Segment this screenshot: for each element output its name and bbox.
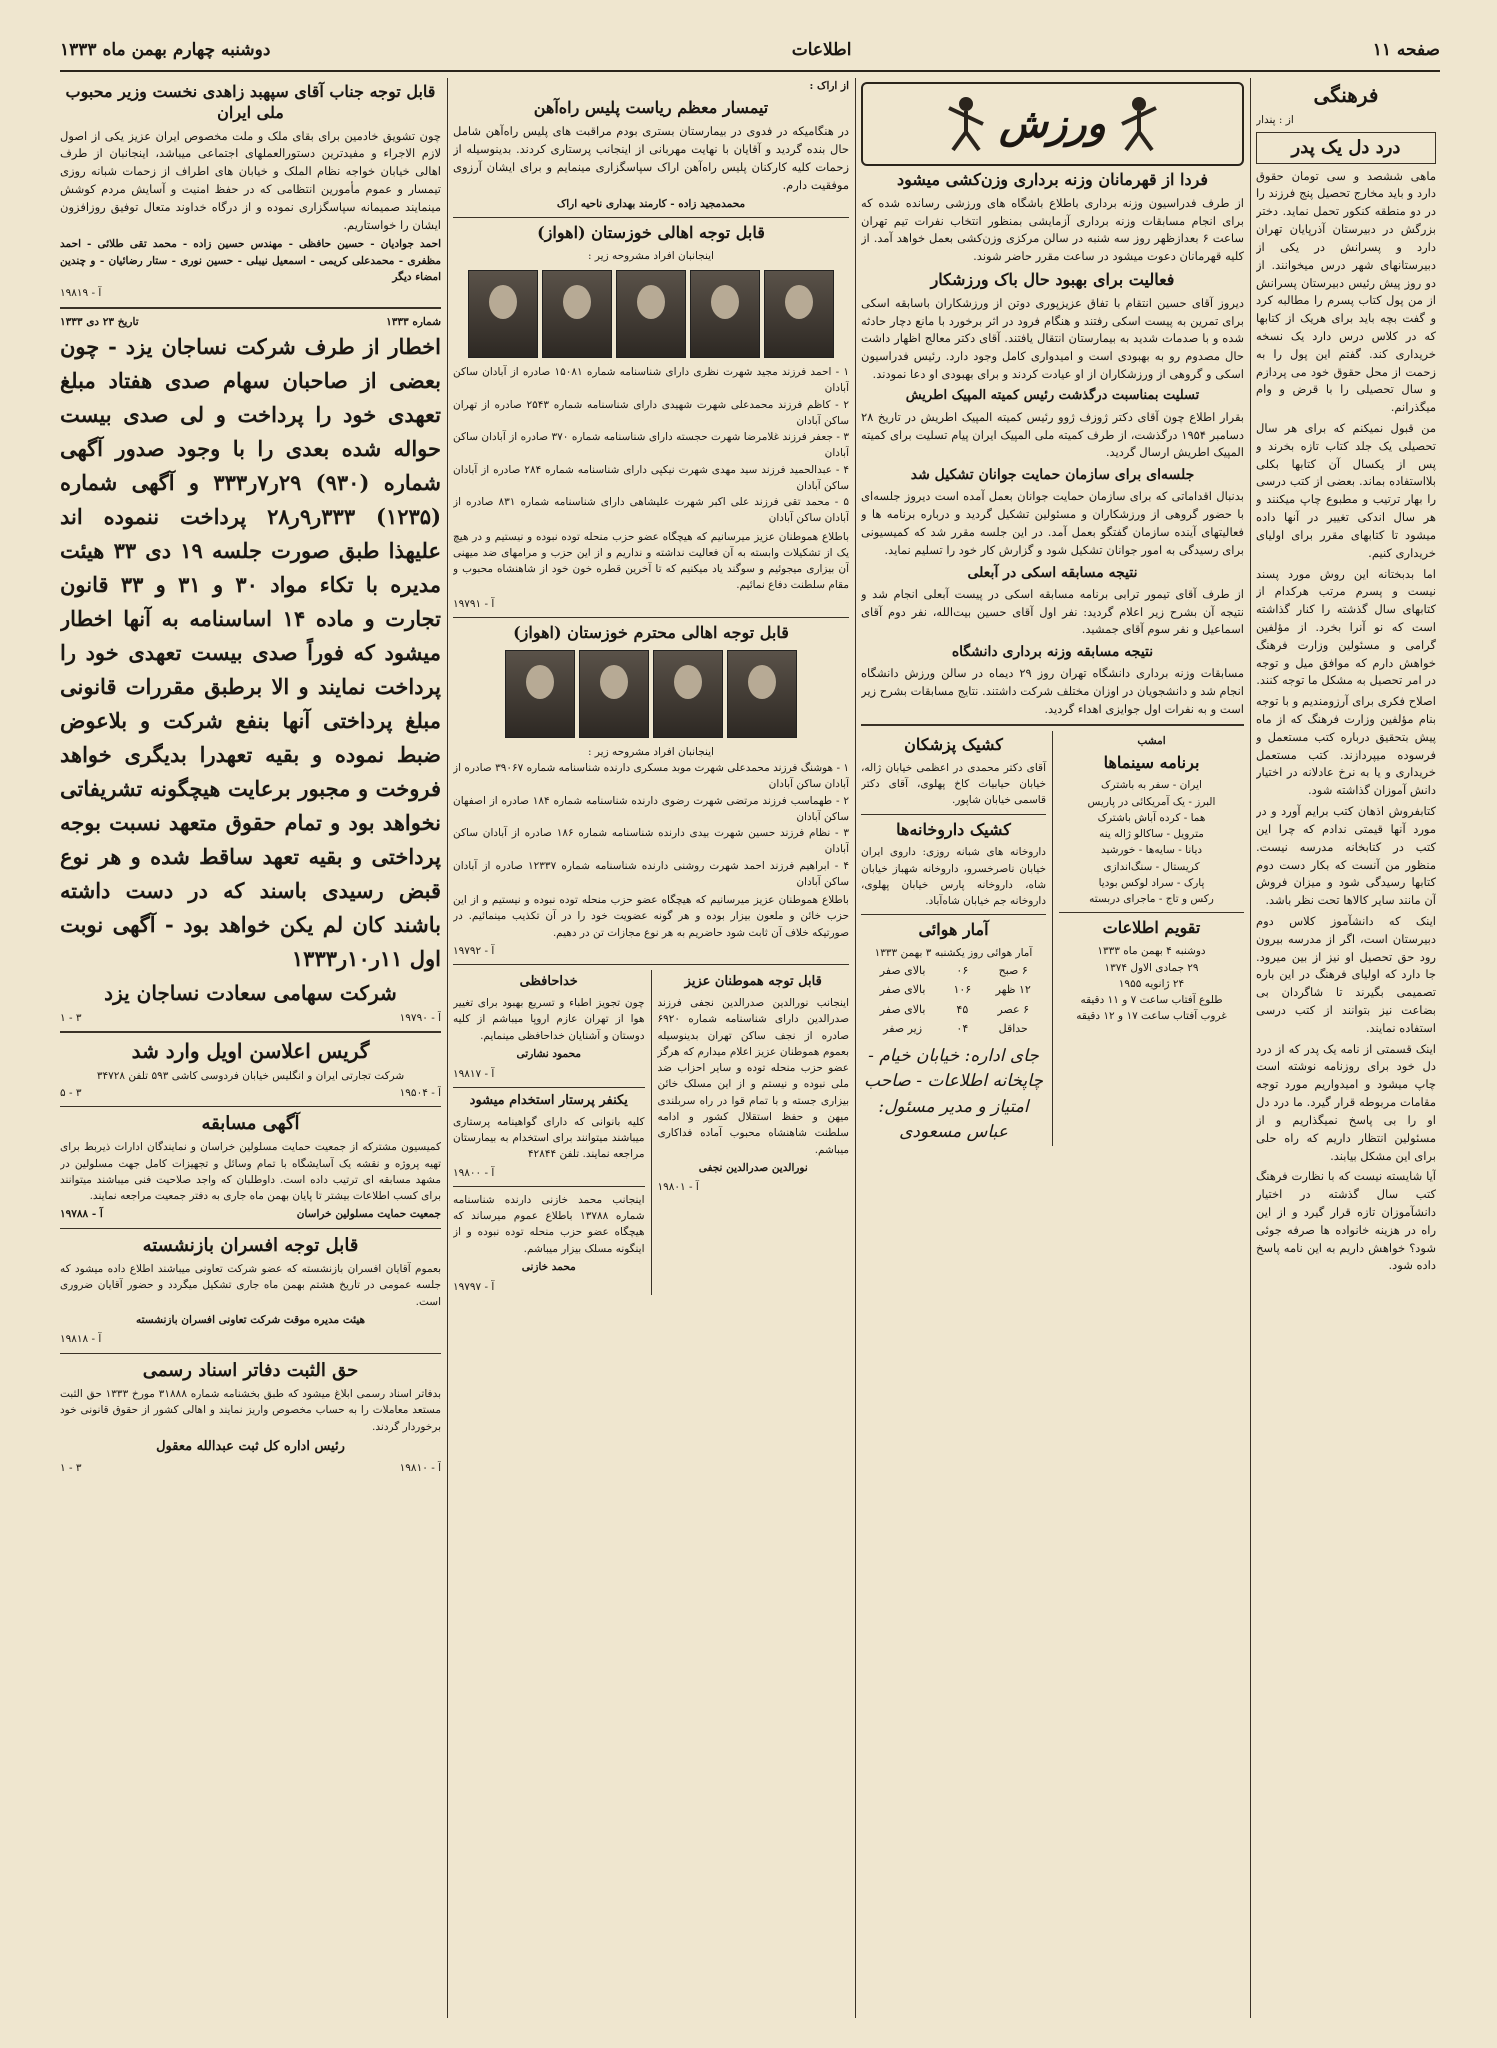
list-item: ۳ - جعفر فرزند غلامرضا شهرت حجسته دارای شناسنامه شماره ۳۷۰ صادره از آبادان ساکن آبادان [453,431,849,460]
list-item: ۴ - عبدالحمید فرزند سید مهدی شهرت نیکپی دارای شناسنامه شماره ۲۸۴ صادره از آبادان ساکن آبادان [453,463,849,492]
divider [453,617,849,618]
list-item: ۴ - ابراهیم فرزند احمد شهرت روشنی دارنده شناسنامه شماره ۱۲۳۳۷ صادره از آبادان ساکن آبادان [453,859,849,888]
sports-logo-text: ورزش [999,100,1106,147]
notice-body: بعموم آقایان افسران بازنشسته که عضو شرکت تعاونی میباشند اطلاع داده میشود که جلسه عمومی در تاریخ هشتم بهمن ماه جاری تشکیل میگردد و حضور آقایان ضروری است. [60,1263,441,1308]
table-cell: ۴۵ [956,1002,969,1016]
cinema-item: مترویل - ساکالو ژاله ینه [1099,828,1204,841]
paragraph: ماهی ششصد و سی تومان حقوق دارد و باید مخارج تحصیل پنج فرزند را در دو منطقه کنکور تحمل نماید. دختر بزرگش در دبیرستان آذرپایان تهران دارد و پسرانش در یکی از دبیرستانهای شهر درس میخوانند. از دو روز پیش رئیس دبیرستان پسرانش از من پول کتاب پسرم را مطالبه کرد و گفت بچه باید برای هریک از کتابها که در کلاس درس دارد یک نسخه خریداری کند. گفتم این پول را به زحمت از محل حقوق خود می پردازم و سال تحصیلی را با قرض و وام میگذرانم. [1256,168,1436,415]
calendar-line: غروب آفتاب ساعت ۱۷ و ۱۲ دقیقه [1076,1010,1227,1023]
portrait-photo [505,650,575,738]
notice-body: اینجانب محمد خازنی دارنده شناسنامه شماره ۱۳۷۸۸ باطلاع عموم میرساند که هیچگاه عضو حزب منحله توده نبوده و از اینگونه مسلک بیزار میباشم. [453,1193,645,1255]
sports-logo [861,82,1244,166]
portrait-photo [764,270,834,358]
publisher-signature: جای اداره: خیابان خیام - چاپخانه اطلاعات - صاحب امتیاز و مدیر مسئول: عباس مسعودی [864,1045,1043,1143]
photo-row [453,650,849,738]
ad-codes [60,1460,441,1476]
ad-code: آ - ۱۹۸۱۸ [60,1333,102,1346]
paragraph: اصلاح فکری برای آرزومندیم و با توجه بنام مؤلفین وزارت فرهنگ که از ماه پیش بتحقیق درباره کتب مستعمل و فرسوده میپردازند. کتب مستعمل خریداری و یا به نرخ عادلانه در اختیار دانش آموزان گذاشته شود. [1256,694,1436,798]
calendar-line: ۲۹ جمادی الاول ۱۳۷۴ [1104,961,1199,974]
divider [1059,912,1244,913]
paragraph: از طرف آقای تیمور ترابی برنامه مسابقه اسکی در پیست آبعلی انجام شد و نتیجه آن بشرح زیر اعلام گردید: نفر اول آقای حسین بیت‌الله، نفر دوم آقای اسماعیل و نفر سوم آقای جمشید. [861,586,1244,637]
table-cell: ۱۰۶ [953,983,972,997]
table-row [861,1000,1046,1019]
notice-title: قابل توجه افسران بازنشسته [142,1234,359,1256]
small-notices [453,970,849,1295]
portrait-photo [616,270,686,358]
masthead [60,30,1440,72]
headline: نتیجه مسابقه وزنه برداری دانشگاه [951,644,1154,661]
paragraph: مسابقات وزنه برداری دانشگاه تهران روز ۲۹ دیماه در سالن ورزش دانشگاه انجام شد و دانشجویان در اوزان مختلف شرکت داشتند. نتایج مسابقات بشرح زیر است و به نفرات اول جوایزی اهداء گردید. [861,666,1244,717]
notice-meta [60,314,441,330]
cinema-item: پارک - سراد لوکس بودیا [1098,876,1205,889]
table-cell: ۶ صبح [998,964,1028,978]
list-item: ۲ - طهماسب فرزند مرتضی شهرت رضوی دارنده شناسنامه شماره ۱۸۴ صادره از اصفهان ساکن آبادان [453,794,849,823]
ad-code: آ - ۱۹۷۹۱ [453,597,495,610]
paragraph: اینک قسمتی از نامه یک پدر که از درد دل خود برای روزنامه نوشته است چاپ میشود و امیدواریم مورد توجه مقامات مربوطه قرار گیرد. ما درد دل او را بی پاسخ نمیگذاریم و از مسئولین انتظار داریم که راه حلی برای این مشکل بیابند. [1256,1041,1436,1163]
notice-body: باطلاع هموطنان عزیز میرسانیم که هیچگاه عضو حزب منحله توده نبوده و نیستیم و در هیچ یک از تشکیلات وابسته به آن فعالیت نداشته و نداریم و از این حزب و مرامهای ضد میهنی آن بیزاری میجوئیم و سوگند یاد میکنیم که تا آخرین قطره خون خود از شاهنشاه محبوب و مقام سلطنت دفاع نمائیم. [453,530,849,592]
page-number: صفحه ۱۱ [1372,40,1440,60]
headline: فعالیت برای بهبود حال باک ورزشکار [930,270,1175,290]
paragraph: بدنبال اقداماتی که برای سازمان حمایت جوانان بعمل آمده است دیروز جلسه‌ای با حضور گروهی از ورزشکاران و مسئولین تشکیل گردید و درباره برنامه ها و فعالیتهای آینده سازمان گفتگو بعمل آمد. در این جلسه مقرر شد که کمیسیونی برای رسیدگی به امور جوانان تشکیل شود و گزارش کار خود را تسلیم نماید. [861,489,1244,557]
notices-column [453,78,849,2018]
cinema-title: برنامه سینماها [1103,752,1200,772]
calendar-line: دوشنبه ۴ بهمن ماه ۱۳۳۳ [1097,945,1206,958]
column-rule [651,970,652,1295]
notice-origin: از اراک : [809,80,849,92]
ad-code: آ - ۱۹۷۹۲ [453,944,495,957]
divider [60,1031,441,1033]
divider [453,1186,645,1187]
notice-title: قابل توجه اهالی محترم خوزستان (اهواز) [513,623,789,642]
ad-code: آ - ۱۹۸۱۷ [453,1067,495,1080]
table-cell: بالای صفر [879,983,926,997]
divider [861,814,1046,815]
article-title: درد دل یک پدر [1256,132,1436,163]
table-row [861,961,1046,980]
notice-number: شماره ۱۳۳۳ [386,315,441,328]
section-title: فرهنگی [1313,83,1379,107]
notice-title: گریس اعلاسن اویل وارد شد [131,1039,370,1064]
list-item: ۱ - هوشنگ فرزند محمدعلی شهرت موبد مسکری دارنده شناسنامه شماره ۳۹۰۶۷ صادره از آبادان ساکن آبادان [453,762,849,791]
notice-right [658,970,850,1295]
athlete-icon [1114,94,1164,154]
table-cell: ۰۶ [956,964,969,978]
ad-code: ۳ - ۱ [60,1461,82,1474]
notice-title: یکنفر پرستار استخدام میشود [469,1092,628,1108]
table-cell: حداقل [998,1021,1028,1035]
cinema-item: دیانا - سایه‌ها - خورشید [1100,844,1203,857]
notice-body: بدفاتر اسناد رسمی ابلاغ میشود که طبق بخشنامه شماره ۳۱۸۸۸ مورخ ۱۳۳۳ حق الثبت مستعد معاملات را به حساب مخصوص واریز نمایند و اهالی کشور از حقوق قانونی خود برخوردار گردند. [60,1388,441,1433]
notice-signatures: احمد جوادیان - حسین حافظی - مهندس حسین زاده - محمد تقی طلائی - احمد مظفری - محمدعلی کریمی - اسمعیل نیبلی - حسین نوری - ستار رضائیان - و چندین امضاء دیگر [60,238,441,283]
ad-codes [60,1010,441,1026]
column-rule [1052,731,1053,1146]
notice-title: قابل توجه اهالی خوزستان (اهواز) [537,222,765,242]
list-item: ۲ - کاظم فرزند محمدعلی شهرت شهیدی دارای شناسنامه شماره ۲۵۴۳ صادره از تهران ساکن آبادان [453,398,849,427]
notice-body: کلیه بانوانی که دارای گواهینامه پرستاری میباشند میتوانند برای استخدام به بیمارستان مراجعه نمایند. تلفن ۴۲۸۴۴ [453,1115,645,1161]
divider [60,1353,441,1354]
notice-body: کمیسیون مشترکه از جمعیت حمایت مسلولین خراسان و نمایندگان ادارات ذیربط برای تهیه پروژه و نقشه یک آسایشگاه با تمام وسائل و تجهیزات کامل جهت مسلولین در مشهد مسابقه ای ترتیب داده است. داوطلبان که واجد صلاحیت فنی میباشند میتوانند برای کسب اطلاعات بیشتر تا پایان بهمن ماه جاری به دفتر جمعیت مراجعه نمایند. [60,1141,441,1203]
table-cell: ۶ عصر [997,1002,1030,1016]
ad-codes [60,1085,441,1101]
ad-code: آ - ۱۹۷۹۷ [453,1280,495,1293]
list-item: ۱ - احمد فرزند مجید شهرت نظری دارای شناسنامه شماره ۱۵۰۸۱ صادره از آبادان ساکن آبادان [453,366,849,395]
notice-footer [60,1206,441,1222]
paragraph: دیروز آقای حسین انتقام با تفاق عزیزپوری دوتن از ورزشکاران باسابقه اسکی برای تمرین به پیست اسکی رفتند و هنگام فرود در اثر برخورد با مانع دچار حادثه شده و با صدمات شدید به بیمارستان انتقال یافتند. آقای دکتر معالج اظهار داشت حال مصدوم رو به بهبودی است و امیدواری کامل وجود دارد. رئیس فدراسیون اسکی و گروهی از ورزشکاران از او عیادت کردند و برای بهبودی او دعا نمودند. [861,295,1244,382]
calendar-line: ۲۴ ژانویه ۱۹۵۵ [1118,977,1185,990]
cinema-listings [1059,731,1244,1146]
notice-title: حق الثبت دفاتر اسناد رسمی [142,1359,359,1381]
weather-table [861,961,1046,1037]
column-rule [855,78,856,2018]
company-signature: شرکت سهامی سعادت نساجان یزد [104,981,397,1006]
notice-title: تیمسار معظم ریاست پلیس راه‌آهن [533,98,769,118]
notice-title: قابل توجه جناب آقای سپهبد زاهدی نخست وزیر محبوب ملی ایران [65,82,436,122]
services-listings [861,731,1046,1146]
culture-column [1256,78,1436,2018]
ad-code: ۳ - ۵ [60,1086,82,1099]
portrait-photo [690,270,760,358]
ad-code: آ - ۱۹۷۸۸ [60,1208,103,1221]
notice-signature: رئیس اداره کل ثبت عبدالله معقول [156,1438,345,1454]
table-cell: بالای صفر [879,1002,926,1016]
photo-row [453,270,849,358]
portrait-photo [653,650,723,738]
notice-title: خداحافظی [519,974,578,990]
notice-body: چون تشویق خادمین برای بقای ملک و ملت مخصوص ایران عزیز یکی از اصول لازم الاجراء و مفیدترین دستورالعملهای اجتماعی میباشد، اینجانبان از طرف اهالی خیابان خواجه نظام الملک و خیابان های اطراف از زحمات شبانه روزی تیمسار و عموم مأمورین انتظامی که در حفظ امنیت و آسایش مردم کوشش مینمایند صمیمانه سپاسگزاری نموده و از درگاه خداوند متعال توفیق روزافزون ایشان را خواستاریم. [60,128,441,232]
paragraph: من قبول نمیکنم که برای هر سال تحصیلی یک جلد کتاب تازه بخرند و پس از یکسال آن کتابها بکلی بلااستفاده بماند. بعضی از کتب درسی را بهار ترتیب و مطبوع چاپ میکنند و هر سال اندکی تغییر در آنها داده میشود تا کتابهای مقرر برای اولیای خریداری کنیم. [1256,421,1436,560]
notice-title: آگهی مسابقه [201,1112,300,1134]
table-cell: ۱۲ ظهر [995,983,1031,997]
paper-name: اطلاعات [791,40,852,60]
paragraph: اینک که دانشآموز کلاس دوم دبیرستان است، اگر از مدرسه بیرون رود حق تحصیل او نیز از بین میرود. جا دارد که اولیای فرهنگ در این باره تصمیمی بگیرند تا شاگردان بی بضاعت نیز بتوانند از کتب درسی استفاده نمایند. [1256,913,1436,1035]
divider [60,307,441,309]
divider [60,1228,441,1229]
portrait-photo [579,650,649,738]
paragraph: از طرف فدراسیون وزنه برداری باطلاع باشگاه های ورزشی رسانده شده که برای انجام مسابقات وزنه برداری آزمایشی بمنظور انتخاب نفرات تیم تهران ساعت ۶ بعدازظهر روز سه شنبه در سالن مرکزی وزن‌کشی بعمل خواهد آمد. از کلیه قهرمانان دعوت میشود در ساعت مقرر حاضر شوند. [861,195,1244,264]
ad-code: آ - ۱۹۷۹۰ [399,1012,441,1025]
column-rule [447,78,448,2018]
notice-body: در هنگامیکه در فدوی در بیمارستان بستری بودم مراقبت های پلیس راه‌آهن شامل حال بنده گردید و آقایان با نهایت مهربانی از اینجانب پرستاری کردند. بدینوسیله از زحمات کلیه کارکنان پلیس راه‌آهن اراک سپاسگزاری مینمایم و برای ایشان آرزوی موفقیت دارم. [453,124,849,192]
divider [60,1106,441,1107]
calendar-title: تقویم اطلاعات [1102,918,1201,938]
divider [453,1087,645,1088]
column-rule [1250,78,1251,2018]
ad-code: آ - ۱۹۵۰۴ [399,1086,441,1099]
headline: فردا از قهرمانان وزنه برداری وزن‌کشی میشود [896,170,1209,189]
notice-signature: جمعیت حمایت مسلولین خراسان [296,1208,441,1221]
ad-code: آ - ۱۹۸۰۱ [657,1181,699,1194]
headline: نتیجه مسابقه اسکی در آبعلی [967,564,1138,581]
notice-body: چون تجویز اطباء و تسریع بهبود برای تغییر هوا از تهران عازم اروپا میباشم از کلیه دوستان و آشنایان خداحافظی مینمایم. [453,997,645,1042]
list-item: ۳ - نظام فرزند حسین شهرت بیدی دارنده شناسنامه شماره ۱۸۶ صادره از آبادان ساکن آبادان [453,827,849,856]
byline: از : پندار [1256,114,1294,126]
listings-block [861,731,1244,1146]
pharmacies-body: داروخانه های شبانه روزی: داروی ایران خیابان ناصرخسرو، داروخانه شهباز خیابان شاه، داروخانه پارس خیابان پهلوی، داروخانه جم خیابان شاه‌آباد. [861,846,1046,908]
cinema-item: ایران - سفر به باشترک [1101,779,1202,792]
ad-code: آ - ۱۹۸۱۰ [399,1461,441,1474]
notice-body: شرکت تجارتی ایران و انگلیس خیابان فردوسی کاشی ۵۹۳ تلفن ۳۴۷۲۸ [96,1070,405,1083]
table-cell: زیر صفر [883,1021,923,1035]
doctors-title: کشیک پزشکان [904,734,1003,754]
sports-column [861,78,1244,2018]
cinema-item: البرز - یک آمریکائی در پاریس [1087,795,1216,808]
large-notice: اخطار از طرف شرکت نساجان یزد - چون بعضی از صاحبان سهام صدی هفتاد مبلغ تعهدی خود را پرداخت و لی صدی بیست حواله شده بعدی را با وجود صدور آگهی شماره (۹۳۰) ۲۹ر۷ر۳۳۳ و آگهی شماره (۱۲۳۵) ۳۳۳ر۹ر۲۸ پرداخت ننموده اند علیهذا طبق صورت جلسه ۱۹ دی ۳۳ هیئت مدیره با تکاء مواد ۳۰ و ۳۱ و ۳۳ قانون تجارت و ماده ۱۴ اساسنامه به آنها اخطار میشود که فوراً صدی بیست تعهدی خود را پرداخت نمایند و الا برطبق مقررات قانونی مبلغ پرداختی آنها بنفع شرکت و بلاعوض ضبط نموده و بقیه تعهدرا بدیگری خواهد فروخت و مجبور برعایت هیچگونه تشریفاتی نخواهد بود و تمام حقوق متعهد نسبت بوجه پرداختی و بقیه تعهد ساقط شده و هر نوع قبض رسیدی باسند که در دست داشته باشند کان لم یکن خواهد بود - آگهی نوبت اول ۱۱ر۱۰ر۱۳۳۳ [60,333,441,972]
paragraph: کتابفروش اذهان کتب برایم آورد و در مورد آنها قیمتی ندادم که چرا این کتب در کتابخانه مدرسه نیست. منظور من آنست که بکار دست دوم کتابها رسیدگی شود و میزان فروش آن مانند سایر کالاها تحت نظر باشد. [1256,804,1436,908]
notice-signature: محمود نشارتی [516,1047,581,1060]
divider [453,217,849,218]
ads-column [60,78,441,2018]
weather-title: آمار هوائی [918,920,989,940]
notice-body: اینجانب نورالدین صدرالدین نجفی فرزند صدرالدین دارای شناسنامه شماره ۶۹۲۰ صادره از نجف ساکن تهران بدینوسیله بعموم هموطنان عزیز اعلام میدارم که هرگز عضو حزب منحله توده و سایر احزاب ضد ملی نبوده و نیستم و از این مسلک خائن بیزاری جسته و با تمام قوا در راه سربلندی میهن و حفظ استقلال کشور و ادامه سلطنت شاهنشاه محبوب آماده فداکاری میباشم. [657,997,849,1156]
ad-code: آ - ۱۹۸۰۰ [453,1166,495,1179]
doctors-body: آقای دکتر محمدی در اعظمی خیابان ژاله، خیابان حیابیات کاخ پهلوی، آقای دکتر قاسمی خیابان شاپور. [861,761,1046,807]
calendar-line: طلوع آفتاب ساعت ۷ و ۱۱ دقیقه [1080,994,1223,1007]
portrait-photo [542,270,612,358]
cinema-tonight: امشب [1137,734,1166,747]
notice-body: باطلاع هموطنان عزیز میرسانیم که هیچگاه عضو حزب منحله توده نبوده و نیستیم و از این حزب خائن و ملعون بیزار بوده و هر گونه عضویت خود را در آن تکذیب مینمائیم. در صورتیکه خلاف آن ثابت شود حاضریم به هر نوع مجازات تن در دهیم. [453,894,849,939]
divider [861,914,1046,915]
paragraph: اما بدبختانه این روش مورد پسند نیست و پسرم مرتب هرکدام از کتابهای سال گذشته را کنار گذاشته است که نو آنرا بخرد. از مؤلفین گرامی و مسئولین وزارت فرهنگ خواهش دارم که موافق میل و توجه در امر تحصیل به مشکل ما توجه کنند. [1256,566,1436,688]
notice-left [453,970,645,1295]
notice-signature: محمد خازنی [521,1260,576,1273]
notice-signature: محمدمجید زاده - کارمند بهداری ناحیه اراک [556,198,746,211]
athlete-icon [941,94,991,154]
notice-signature: نورالدین صدرالدین نجفی [698,1161,808,1174]
paragraph: آیا شایسته نیست که با نظارت فرهنگ کتب سال گذشته در اختیار دانشآموزان تازه قرار گیرد و از این راه در هزینه خانواده ها صرفه جوئی شود؟ خواهش داریم به این نامه پاسخ داده شود. [1256,1169,1436,1273]
table-row [861,980,1046,999]
section-divider [861,724,1244,726]
issue-date: دوشنبه چهارم بهمن ماه ۱۳۳۳ [60,40,271,60]
weather-date: آمار هوائی روز یکشنبه ۳ بهمن ۱۳۳۳ [874,947,1033,960]
list-item: ۵ - محمد تقی فرزند علی اکبر شهرت علیشاهی دارای شناسنامه شماره ۸۳۱ صادره از آبادان ساکن آبادان [453,496,849,525]
table-cell: بالای صفر [879,964,926,978]
cinema-item: رکس و تاج - ماجرای دربسته [1089,893,1214,906]
headline: تسلیت بمناسبت درگذشت رئیس کمیته المپیک اطریش [905,387,1200,403]
portrait-photo [468,270,538,358]
notice-intro: اینجانبان افراد مشروحه زیر : [588,745,714,758]
notice-intro: اینجانبان افراد مشروحه زیر : [588,249,714,262]
notice-date: تاریخ ۲۳ دی ۱۳۳۳ [60,315,139,328]
portrait-photo [727,650,797,738]
table-row [861,1019,1046,1038]
cinema-item: هما - کرده آباش باشترک [1097,811,1206,824]
cinema-item: کریستال - سنگ‌اندازی [1103,860,1200,873]
notice-signature: هیئت مدیره موقت شرکت تعاونی افسران بازنشسته [135,1313,366,1326]
ad-code: ۳ - ۱ [60,1012,82,1025]
ad-code: آ - ۱۹۸۱۹ [60,287,102,300]
pharmacies-title: کشیک داروخانه‌ها [896,819,1011,839]
notice-title: قابل توجه هموطنان عزیز [684,974,822,990]
paragraph: بقرار اطلاع چون آقای دکتر ژوزف ژوو رئیس کمیته المپیک اطریش در تاریخ ۲۸ دسامبر ۱۹۵۴ درگذشت، از طرف کمیته ملی المپیک ایران پیام تسلیت برای کمیته المپیک اطریش ارسال گردید. [861,409,1244,460]
headline: جلسه‌ای برای سازمان حمایت جوانان تشکیل شد [910,467,1195,484]
divider [453,964,849,965]
table-cell: ۰۴ [956,1021,969,1035]
